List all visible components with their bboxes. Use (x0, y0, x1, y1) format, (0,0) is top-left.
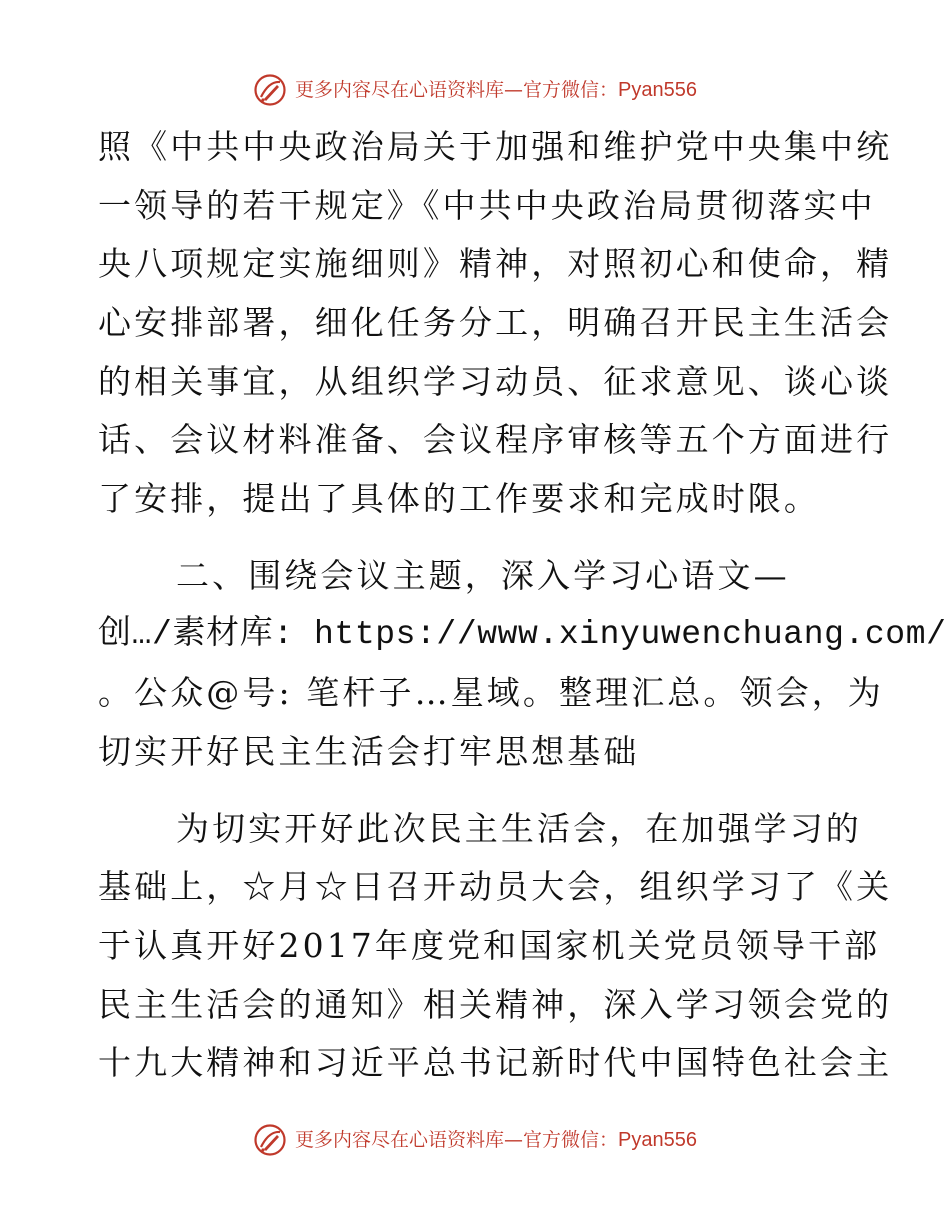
brand-logo-icon (253, 1123, 287, 1157)
header-watermark-id: Pyan556 (618, 79, 697, 101)
footer-watermark-label: 更多内容尽在心语资料库—官方微信： (295, 1129, 619, 1151)
text-line: 。公众@号: 笔杆子…星域。整理汇总。领会，为 (98, 673, 884, 713)
text-line: 民主生活会的通知》相关精神，深入学习领会党的 (98, 984, 893, 1024)
footer-watermark (0, 1120, 950, 1160)
text-line: 于认真开好2017年度党和国家机关党员领导干部 (98, 925, 881, 965)
text-line: 心安排部署，细化任务分工，明确召开民主生活会 (98, 303, 893, 343)
text-line: 切实开好民主生活会打牢思想基础 (98, 731, 640, 771)
text-line: 照《中共中央政治局关于加强和维护党中央集中统 (98, 127, 893, 166)
text-line: 央八项规定实施细则》精神，对照初心和使命，精 (98, 244, 893, 284)
text-line: 创…/素材库: https://www.xinyuwenchuang.com/ (98, 615, 947, 653)
text-line: 话、会议材料准备、会议程序审核等五个方面进行 (98, 420, 893, 460)
header-watermark-label: 更多内容尽在心语资料库—官方微信： (295, 79, 619, 101)
text-line: 基础上，☆月☆日召开动员大会，组织学习了《关 (98, 867, 893, 907)
text-line: 一领导的若干规定》《中共中央政治局贯彻落实中 (98, 185, 876, 225)
text-line: 的相关事宜，从组织学习动员、征求意见、谈心谈 (98, 361, 893, 401)
header-watermark (0, 70, 950, 110)
footer-watermark-id: Pyan556 (618, 1129, 697, 1151)
header-watermark-text (295, 70, 697, 110)
footer-watermark-text (295, 1120, 697, 1160)
text-line: 了安排，提出了具体的工作要求和完成时限。 (98, 479, 820, 519)
text-line: 十九大精神和习近平总书记新时代中国特色社会主 (98, 1043, 893, 1083)
brand-logo-icon (253, 73, 287, 107)
section-heading-line: 二、围绕会议主题，深入学习心语文— (176, 555, 790, 595)
body-text (98, 118, 947, 1093)
paragraph-first-line: 为切实开好此次民主生活会，在加强学习的 (176, 808, 862, 848)
